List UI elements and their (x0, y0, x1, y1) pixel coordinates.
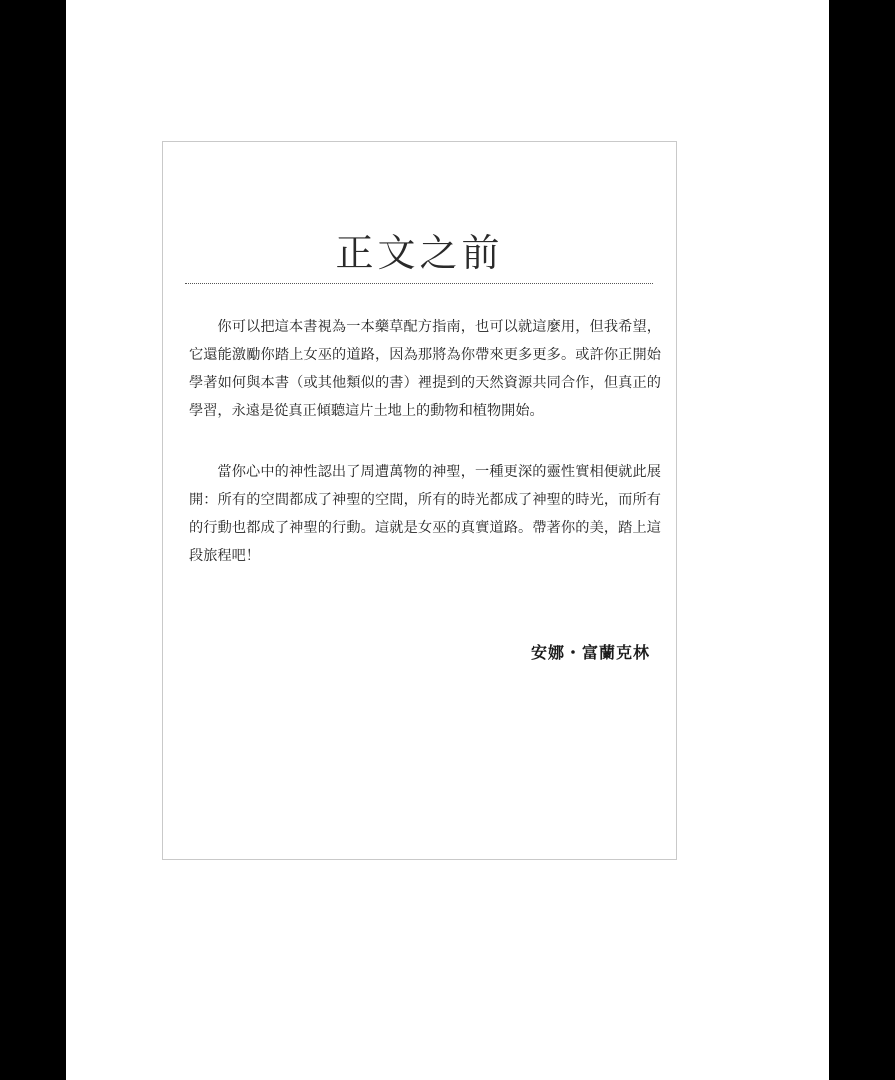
page-title: 正文之前 (335, 231, 504, 275)
title-divider (185, 283, 653, 284)
paragraph-1: 你可以把這本書視為一本藥草配方指南，也可以就這麼用，但我希望，它還能激勵你踏上女巫的道路，因為那將為你帶來更多更多。或許你正開始學著如何與本書（或其他類似的書）裡提到的天然資源共同合作，但真正的學習，永遠是從真正傾聽這片土地上的動物和植物開始。 (189, 319, 661, 419)
document-page (66, 0, 829, 1080)
paragraph-2: 當你心中的神性認出了周遭萬物的神聖，一種更深的靈性實相便就此展開：所有的空間都成了神聖的空間，所有的時光都成了神聖的時光，而所有的行動也都成了神聖的行動。這就是女巫的真實道路。帶著你的美，踏上這段旅程吧！ (189, 464, 661, 564)
author-signature: 安娜・富蘭克林 (530, 643, 650, 662)
content-frame (162, 141, 677, 860)
